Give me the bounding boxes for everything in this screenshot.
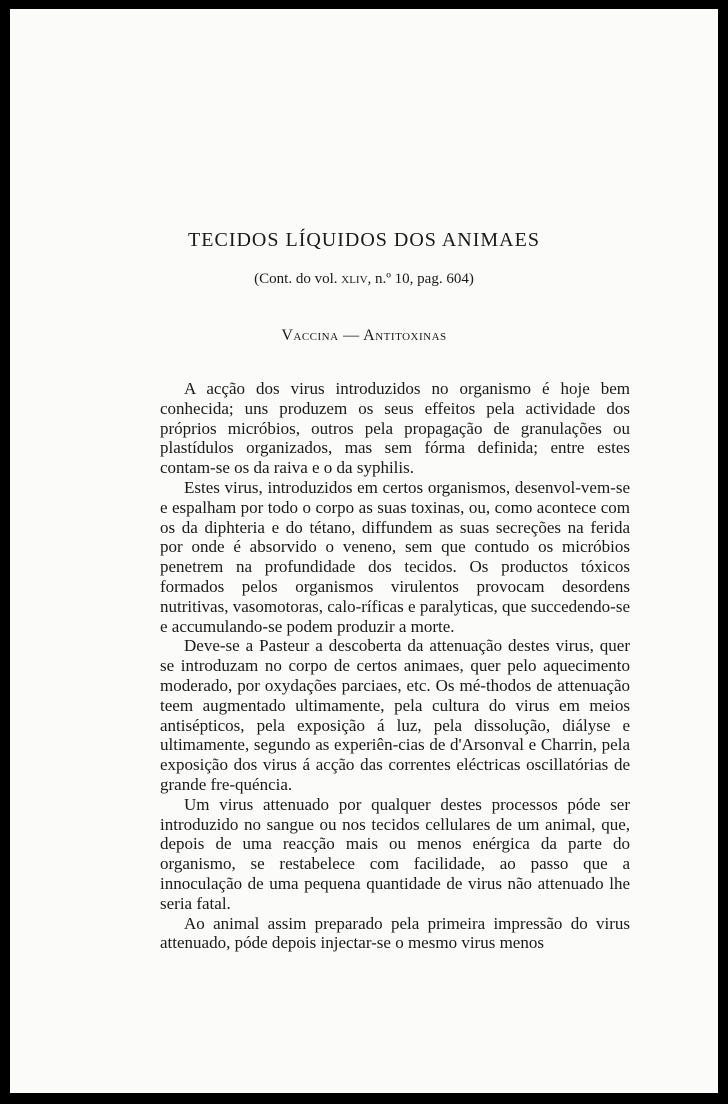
subtitle-reference xyxy=(10,271,718,288)
paragraph: Ao animal assim preparado pela primeira impressão do virus attenuado, póde depois injectar-se o mesmo virus menos xyxy=(160,913,630,953)
paragraph: Estes virus, introduzidos em certos organismos, desenvol-vem-se e espalham por todo o corpo as suas toxinas, ou, como acontece com os da diphteria e do tétano, diffundem as suas secreções na ferida por onde é absorvido o veneno, sem que contudo os micróbios penetrem na profundidade dos tecidos. Os productos tóxicos formados pelos organismos virulentos provocam desordens nutritivas, vasomotoras, calo-ríficas e paralyticas, que succedendo-se e accumulando-se podem produzir a morte. xyxy=(160,477,630,636)
subtitle-suffix: , n.º 10, pag. 604) xyxy=(367,271,474,287)
document-page xyxy=(10,9,718,1093)
page-title: TECIDOS LÍQUIDOS DOS ANIMAES xyxy=(188,229,540,251)
paragraph: Um virus attenuado por qualquer destes processos póde ser introduzido no sangue ou nos tecidos cellulares de um animal, que, depois de uma reacção mais ou menos enérgica da parte do organismo, se restabelece com facilidade, ao passo que a innoculação de uma pequena quantidade de virus não attenuado lhe seria fatal. xyxy=(160,794,630,913)
paragraph: Deve-se a Pasteur a descoberta da attenuação destes virus, quer se introduzam no corpo de certos animaes, quer pelo aquecimento moderado, por oxydações parciaes, etc. Os mé-thodos de attenuação teem augmentado ultimamente, pela cultura do virus em meios antisépticos, pela exposição á luz, pela dissolução, diályse e ultimamente, segundo as experiên-cias de d'Arsonval e Charrin, pela exposição dos virus á acção das correntes eléctricas oscillatórias de grande fre-quéncia. xyxy=(160,636,630,794)
paragraph: A acção dos virus introduzidos no organismo é hoje bem conhecida; uns produzem os seus effeitos pela actividade dos próprios micróbios, outros pela propagação de granulações ou plastídulos organizados, mas sem fórma definida; entre estes contam-se os da raiva e o da syphilis. xyxy=(160,379,630,478)
subtitle-prefix: (Cont. do vol. xyxy=(254,271,342,287)
subtitle-volume: xliv xyxy=(341,271,368,287)
body-text xyxy=(160,379,630,953)
section-heading: Vaccina — Antitoxinas xyxy=(281,327,447,344)
